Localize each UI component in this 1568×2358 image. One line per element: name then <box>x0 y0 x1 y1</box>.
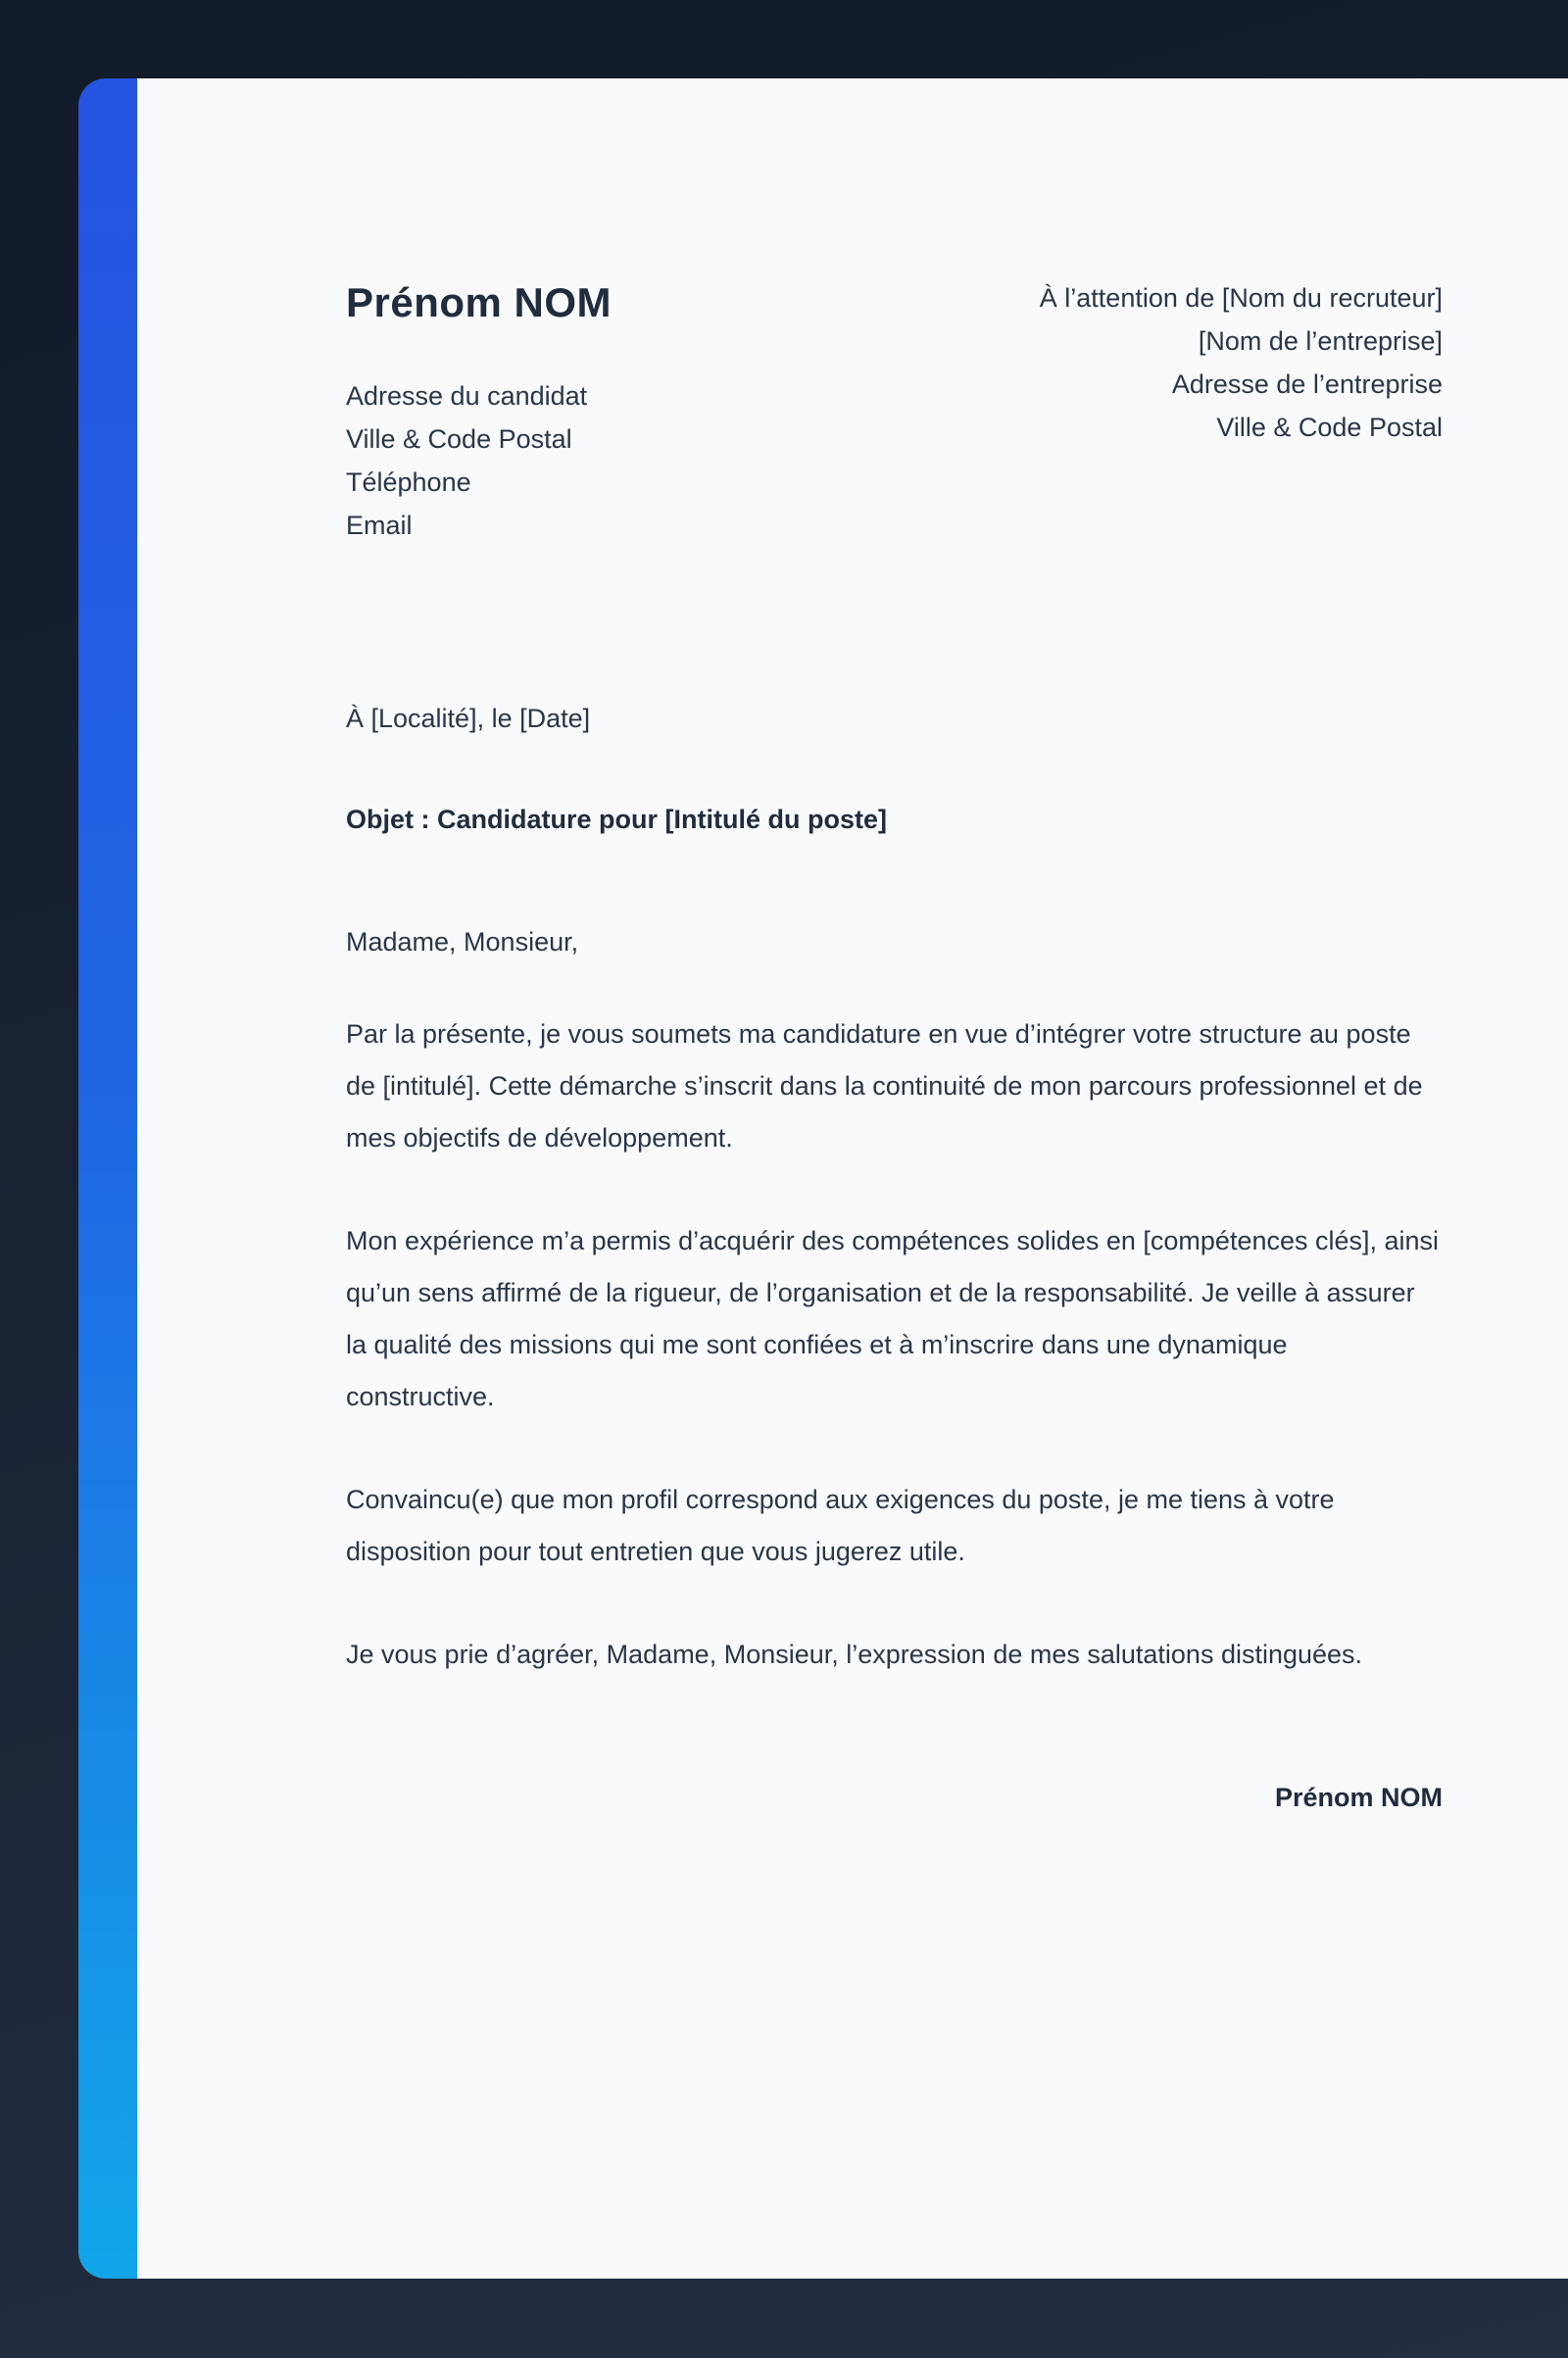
paragraph-3: Convaincu(e) que mon profil correspond aux exigences du poste, je me tiens à votre disposition pour tout entretien que vous jugerez utile. <box>346 1485 1335 1567</box>
signature-name: Prénom NOM <box>1274 1783 1443 1813</box>
recipient-attention: À l’attention de [Nom du recruteur] <box>1039 283 1443 313</box>
sender-address: Adresse du candidat <box>346 381 588 412</box>
sender-email: Email <box>346 511 413 541</box>
accent-stripe <box>78 78 137 2279</box>
sender-phone: Téléphone <box>346 467 471 498</box>
paragraph-1: Par la présente, je vous soumets ma candidature en vue d’intégrer votre structure au poste de [intitulé]. Cette démarche s’inscrit dans la continuité de mon parcours professionnel et de mes objectifs de développement. <box>346 1019 1423 1154</box>
salutation: Madame, Monsieur, <box>346 927 579 958</box>
recipient-address: Adresse de l’entreprise <box>1171 369 1443 399</box>
sender-name: Prénom NOM <box>346 279 612 325</box>
sender-contact-lines <box>346 374 612 547</box>
closing-line: Je vous prie d’agréer, Madame, Monsieur, l’expression de mes salutations distinguées. <box>346 1640 1363 1670</box>
letter-paper <box>137 78 1568 2279</box>
paragraph-2: Mon expérience m’a permis d’acquérir des compétences solides en [compétences clés], ainsi qu’un sens affirmé de la rigueur, de l’organisation et de la responsabilité. Je veille à assurer la qualité des missions qui me sont confiées et à m’inscrire dans une dynamique constructive. <box>346 1226 1440 1412</box>
letter-page <box>78 78 1568 2279</box>
sender-city: Ville & Code Postal <box>346 424 572 455</box>
subject-line: Objet : Candidature pour [Intitulé du poste] <box>346 805 887 835</box>
recipient-company: [Nom de l’entreprise] <box>1198 326 1443 356</box>
recipient-city: Ville & Code Postal <box>1216 413 1443 442</box>
letter-header <box>346 280 1443 547</box>
sender-block <box>346 280 612 547</box>
date-line: À [Localité], le [Date] <box>346 704 591 734</box>
recipient-block <box>1040 276 1443 449</box>
